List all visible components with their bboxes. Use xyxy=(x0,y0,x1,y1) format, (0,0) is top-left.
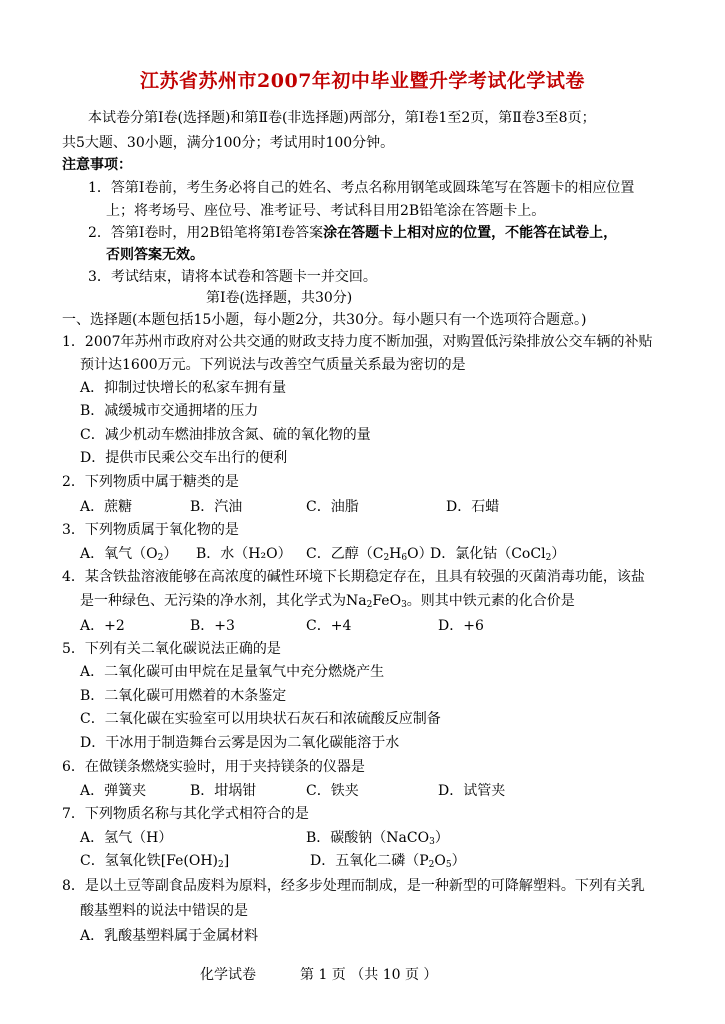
q2-option-d: D．石蜡 xyxy=(446,499,500,515)
q3-c-text: C．乙醇（C xyxy=(306,546,384,562)
q2-option-a: A．蔗糖 xyxy=(80,499,133,515)
note-3: 3．考试结束，请将本试卷和答题卡一并交回。 xyxy=(88,269,377,285)
intro-line-1: 本试卷分第Ⅰ卷(选择题)和第Ⅱ卷(非选择题)两部分，第Ⅰ卷1至2页，第Ⅱ卷3至8页； xyxy=(88,110,596,126)
q1-option-b: B．减缓城市交通拥堵的压力 xyxy=(80,403,259,419)
q7-b-sub: 3 xyxy=(429,837,435,847)
q7-d-text: D．五氧化二磷（P xyxy=(310,853,429,869)
q7-b-close: ） xyxy=(434,830,449,846)
note-2-line-1 xyxy=(88,223,617,243)
q7-c-text: C．氢氧化铁[Fe(OH) xyxy=(80,853,219,869)
q1-option-c: C．减少机动车燃油排放含氮、硫的氧化物的量 xyxy=(80,427,371,443)
q7-d-sub-1: 2 xyxy=(428,860,435,870)
q5-stem: 5．下列有关二氧化碳说法正确的是 xyxy=(62,641,281,657)
q6-option-d: D．试管夹 xyxy=(438,783,506,799)
q7-option-a: A．氢气（H） xyxy=(80,830,173,846)
q3-a-sub: 2 xyxy=(157,553,164,563)
q3-option-b: B．水（H₂O） xyxy=(196,546,292,562)
q3-option-c xyxy=(306,544,433,568)
footer-page-number: 第 1 页 （共 10 页 ） xyxy=(300,967,438,983)
q4-sub-2: 3 xyxy=(401,600,407,610)
q6-stem: 6．在做镁条燃烧实验时，用于夹持镁条的仪器是 xyxy=(62,759,365,775)
q2-option-b: B．汽油 xyxy=(190,499,243,515)
q7-d-close: ） xyxy=(451,853,466,869)
q3-option-a xyxy=(80,544,177,568)
q3-c-mid-1: H xyxy=(389,546,402,562)
note-2-text: 2．答第Ⅰ卷时，用2B铅笔将第Ⅰ卷答案 xyxy=(88,225,324,241)
q7-option-b xyxy=(306,828,449,852)
exam-title: 江苏省苏州市2007年初中毕业暨升学考试化学试卷 xyxy=(140,70,585,92)
q7-b-text: B．碳酸钠（NaCO xyxy=(306,830,430,846)
q5-option-d: D．干冰用于制造舞台云雾是因为二氧化碳能溶于水 xyxy=(80,735,400,751)
q4-stem-text: 是一种绿色、无污染的净水剂，其化学式为Na xyxy=(80,593,367,609)
q5-option-c: C．二氧化碳在实验室可以用块状石灰石和浓硫酸反应制备 xyxy=(80,711,441,727)
q1-option-a: A．抑制过快增长的私家车拥有量 xyxy=(80,380,287,396)
q3-c-sub-1: 2 xyxy=(383,553,390,563)
q6-option-c: C．铁夹 xyxy=(306,783,359,799)
q4-option-c: C．+4 xyxy=(306,618,352,634)
q8-stem-line-2: 酸基塑料的说法中错误的是 xyxy=(80,903,248,919)
footer-subject: 化学试卷 xyxy=(200,967,256,983)
q4-stem-line-1: 4．某含铁盐溶液能够在高浓度的碱性环境下长期稳定存在，且具有较强的灭菌消毒功能，该盐 xyxy=(62,569,645,585)
notes-heading: 注意事项： xyxy=(62,157,132,173)
note-1-line-1: 1．答第Ⅰ卷前，考生务必将自己的姓名、考点名称用钢笔或圆珠笔写在答题卡的相应位置 xyxy=(88,180,635,196)
q3-a-close: ） xyxy=(163,546,178,562)
q2-option-c: C．油脂 xyxy=(306,499,359,515)
q4-option-b: B．+3 xyxy=(190,618,235,634)
q3-c-mid-2: O） xyxy=(407,546,433,562)
q5-option-a: A．二氧化碳可由甲烷在足量氧气中充分燃烧产生 xyxy=(80,664,385,680)
q1-option-d: D．提供市民乘公交车出行的便利 xyxy=(80,450,288,466)
q3-d-text: D．氯化钴（CoCl xyxy=(430,546,546,562)
q3-c-sub-2: 6 xyxy=(401,553,408,563)
q6-option-a: A．弹簧夹 xyxy=(80,783,147,799)
q7-option-c xyxy=(80,851,229,875)
q3-a-text: A．氧气（O xyxy=(80,546,158,562)
q2-stem: 2．下列物质中属于糖类的是 xyxy=(62,474,239,490)
q7-c-sub: 2 xyxy=(218,860,224,870)
q1-stem-line-2: 预计达1600万元。下列说法与改善空气质量关系最为密切的是 xyxy=(80,357,466,373)
q4-mid: FeO xyxy=(372,593,402,609)
q4-option-d: D．+6 xyxy=(438,618,484,634)
q1-stem-line-1: 1．2007年苏州市政府对公共交通的财政支持力度不断加强，对购置低污染排放公交车辆的补贴 xyxy=(62,334,653,350)
q4-option-a: A．+2 xyxy=(80,618,125,634)
q8-option-a: A．乳酸基塑料属于金属材料 xyxy=(80,928,259,944)
q5-option-b: B．二氧化碳可用燃着的木条鉴定 xyxy=(80,688,287,704)
note-1-line-2: 上；将考场号、座位号、准考证号、考试科目用2B铅笔涂在答题卡上。 xyxy=(106,203,546,219)
note-2-line-2: 否则答案无效。 xyxy=(106,247,204,263)
q4-stem-line-2 xyxy=(80,591,575,615)
note-2-bold-text: 涂在答题卡上相对应的位置，不能答在试卷上， xyxy=(323,225,618,241)
q3-d-sub: 2 xyxy=(545,553,552,563)
section-heading: 一、选择题(本题包括15小题，每小题2分，共30分。每小题只有一个选项符合题意。) xyxy=(62,312,587,328)
q3-option-d xyxy=(430,544,565,568)
q7-option-d xyxy=(310,851,466,875)
q3-stem: 3．下列物质属于氧化物的是 xyxy=(62,522,239,538)
q6-option-b: B．坩埚钳 xyxy=(190,783,257,799)
q8-stem-line-1: 8．是以土豆等副食品废料为原料，经多步处理而制成，是一种新型的可降解塑料。下列有关乳 xyxy=(62,878,645,894)
intro-line-2: 共5大题、30小题，满分100分；考试用时100分钟。 xyxy=(62,135,395,151)
q7-c-close: ] xyxy=(223,853,230,869)
q7-d-mid: O xyxy=(434,853,446,869)
q7-stem: 7．下列物质名称与其化学式相符合的是 xyxy=(62,806,309,822)
q7-d-sub-2: 5 xyxy=(445,860,452,870)
q3-d-close: ） xyxy=(551,546,566,562)
q4-stem-end: 。则其中铁元素的化合价是 xyxy=(406,593,575,609)
part-heading: 第Ⅰ卷(选择题，共30分) xyxy=(206,290,353,306)
q4-sub-1: 2 xyxy=(366,600,373,610)
